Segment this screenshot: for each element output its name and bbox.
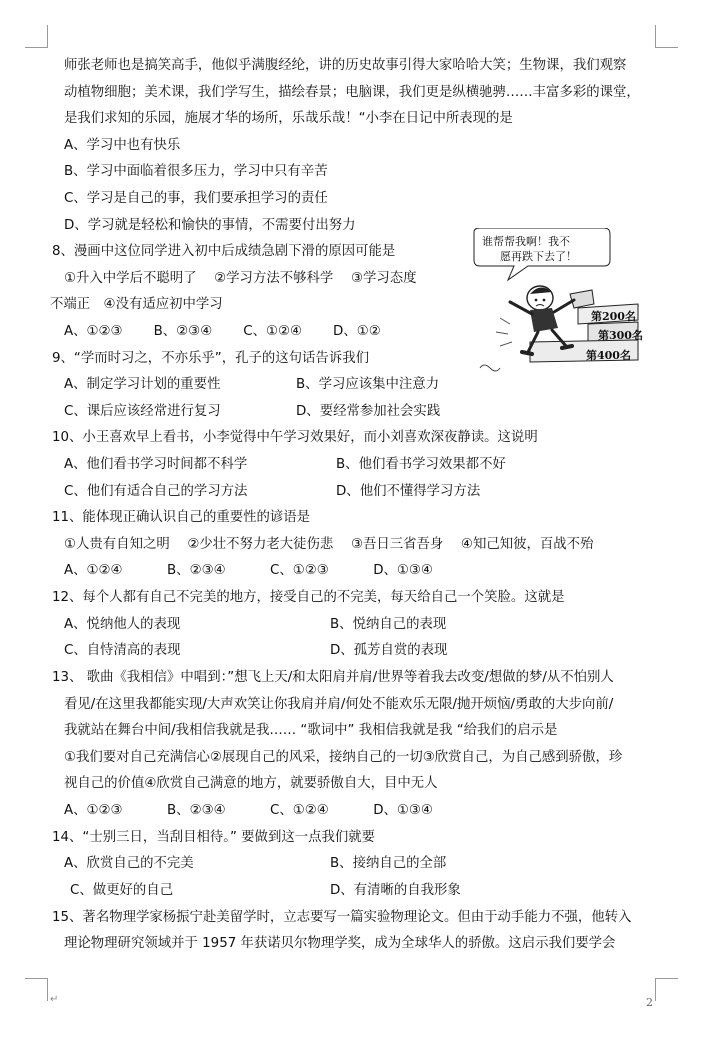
option-line: B、悦纳自己的表现: [330, 617, 447, 632]
question-8: 8、漫画中这位同学进入初中后成绩急剧下滑的原因可能是: [52, 244, 396, 259]
question-9: 9、“学而时习之，不亦乐乎”，孔子的这句话告诉我们: [52, 351, 369, 366]
option-line: C、课后应该经常进行复习: [64, 404, 221, 419]
option-line: A、制定学习计划的重要性: [64, 377, 221, 392]
option-line: D、他们不懂得学习方法: [336, 484, 481, 499]
option-line: B、学习应该集中注意力: [296, 377, 440, 392]
question-11: 11、能体现正确认识自己的重要性的谚语是: [52, 510, 311, 525]
statement-line: ①升入中学后不聪明了 ②学习方法不够科学 ③学习态度: [64, 271, 417, 286]
crop-mark-top-right: [655, 25, 678, 48]
text-line: 理论物理研究领域并于 1957 年获诺贝尔物理学奖，成为全球华人的骄傲。这启示我们要学会: [64, 936, 616, 951]
question-12: 12、每个人都有自己不完美的地方，接受自己的不完美，每天给自己一个笑脸。这就是: [52, 590, 565, 605]
statement-line: ①我们要对自己充满信心②展现自己的风采，接纳自己的一切③欣赏自己，为自己感到骄傲，珍: [64, 750, 623, 765]
text-line: 看见/在这里我都能实现/大声欢笑让你我肩并肩/何处不能欢乐无限/抛开烦恼/勇敢的大步向前/: [64, 697, 614, 712]
cartoon-falling-student: [470, 228, 648, 376]
rank-label-300: 第300名: [598, 329, 643, 342]
statement-line: 不端正 ④没有适应初中学习: [50, 297, 223, 312]
option-line: A、①②③ B、②③④ C、①②④ D、①③④: [64, 803, 433, 818]
question-13: 13、 歌曲《我相信》中唱到：”想飞上天/和太阳肩并肩/世界等着我去改变/想做的梦/从不怕别人: [52, 670, 614, 685]
question-15: 15、著名物理学家杨振宁赴美留学时，立志要写一篇实验物理论文。但由于动手能力不强，他转入: [52, 910, 632, 925]
option-line: D、学习就是轻松和愉快的事情，不需要付出努力: [64, 218, 356, 233]
option-line: A、他们看书学习时间都不科学: [64, 457, 248, 472]
paragraph-mark: ↵: [50, 994, 59, 1005]
option-line: C、他们有适合自己的学习方法: [64, 484, 248, 499]
option-line: B、学习中面临着很多压力，学习中只有辛苦: [64, 164, 328, 179]
option-line: C、自恃清高的表现: [64, 643, 181, 658]
option-line: D、孤芳自赏的表现: [330, 643, 448, 658]
crop-mark-bottom-right: [655, 978, 678, 1001]
option-line: C、学习是自己的事，我们要承担学习的责任: [64, 191, 328, 206]
page-number: 2: [646, 996, 653, 1009]
question-10: 10、小王喜欢早上看书，小李觉得中午学习效果好，而小刘喜欢深夜静读。这说明: [52, 430, 538, 445]
text-line: 动植物细胞；美术课，我们学写生，描绘春景；电脑课，我们更是纵横驰骋……丰富多彩的课堂，: [64, 85, 640, 100]
speech-bubble-line-1: 谁帮帮我啊！我不: [482, 235, 570, 248]
option-line: C、做更好的自己: [70, 883, 174, 898]
statement-line: ①人贵有自知之明 ②少壮不努力老大徒伤悲 ③吾日三省吾身 ④知己知彼，百战不殆: [64, 537, 594, 552]
option-line: A、学习中也有快乐: [64, 138, 181, 153]
text-line: 是我们求知的乐园，施展才华的场所，乐哉乐哉！“小李在日记中所表现的是: [64, 111, 513, 126]
crop-mark-top-left: [25, 25, 48, 48]
speech-bubble-line-2: 愿再跌下去了！: [500, 250, 577, 263]
option-line: A、①②③ B、②③④ C、①②④ D、①②: [64, 324, 381, 339]
option-line: D、要经常参加社会实践: [296, 404, 441, 419]
question-14: 14、“士别三日，当刮目相待。” 要做到这一点我们就要: [52, 830, 376, 845]
option-line: D、有清晰的自我形象: [330, 883, 461, 898]
statement-line: 视自己的价值④欣赏自己满意的地方，就要骄傲自大，目中无人: [64, 776, 438, 791]
rank-label-200: 第200名: [591, 310, 636, 323]
option-line: B、接纳自己的全部: [330, 856, 447, 871]
option-line: A、欣赏自己的不完美: [64, 856, 194, 871]
crop-mark-bottom-left: [25, 978, 48, 1001]
option-line: B、他们看书学习效果都不好: [336, 457, 506, 472]
text-line: 师张老师也是搞笑高手，他似乎满腹经纶，讲的历史故事引得大家哈哈大笑；生物课，我们观察: [64, 58, 627, 73]
option-line: A、①②④ B、②③④ C、①②③ D、①③④: [64, 563, 433, 578]
rank-label-400: 第400名: [586, 349, 631, 362]
text-line: 我就站在舞台中间/我相信我就是我…… “歌词中” 我相信我就是我 “给我们的启示是: [64, 723, 558, 738]
option-line: A、悦纳他人的表现: [64, 617, 181, 632]
